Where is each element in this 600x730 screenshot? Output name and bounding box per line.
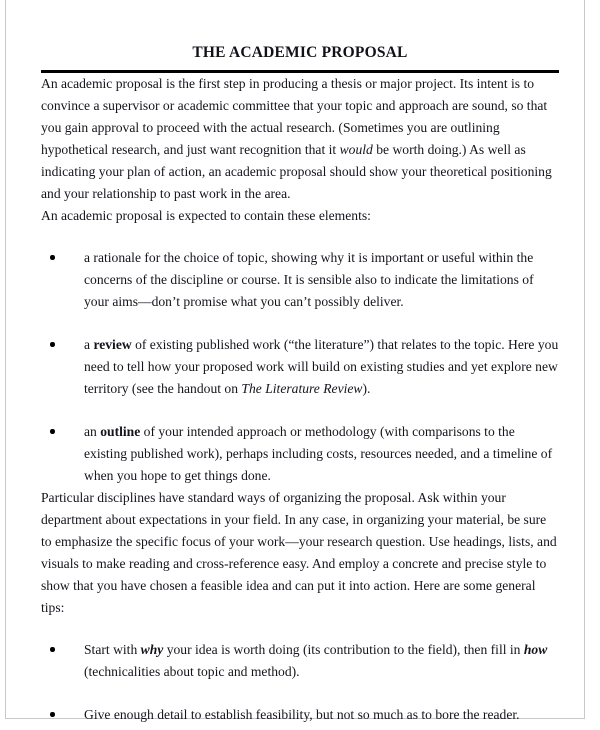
paragraph-intro — [41, 73, 559, 205]
list-item-why-emphasis: why — [140, 642, 164, 657]
list-item — [41, 247, 559, 313]
bullet-icon — [50, 712, 55, 717]
list-item — [41, 639, 559, 683]
paragraph-intro-part1: An academic proposal is the first step in producing a thesis or major project. Its intent is to convince a supervisor or academic committee that your topic and approach are sound, so that you gain approval to proceed with the actual research. (Sometimes you are outlining hypothetical research, and just want recognition that it — [41, 76, 548, 157]
paragraph-intro-emphasis: would — [339, 142, 373, 157]
document-page — [5, 0, 585, 722]
list-item-review-keyword: review — [93, 337, 132, 352]
paragraph-elements-lead: An academic proposal is expected to contain these elements: — [41, 208, 371, 223]
bullet-icon — [50, 429, 55, 434]
list-item — [41, 421, 559, 487]
list-item — [41, 704, 559, 726]
bullet-icon — [50, 255, 55, 260]
list-item-review-title: The Literature Review — [241, 381, 363, 396]
list-item — [41, 334, 559, 400]
list-item-why-how-lead: Start with — [84, 642, 141, 657]
list-item-rationale-text: a rationale for the choice of topic, showing why it is important or useful within the concerns of the discipline or course. It is sensible also to indicate the limitations of your aims—don’t promise what you can’t possibly deliver. — [84, 250, 534, 309]
bullet-icon — [50, 342, 55, 347]
list-item-review-lead: a — [84, 337, 94, 352]
paragraph-organizing: Particular disciplines have standard ways of organizing the proposal. Ask within your department about expectations in your field. In any case, in organizing your material, be sure to emphasize the specific focus of your work—your research question. Use headings, lists, and visuals to make reading and cross-reference easy. And employ a concrete and precise style to show that you have chosen a feasible idea and can put it into action. Here are some general tips: — [41, 490, 557, 615]
paragraph-intro-part2: be worth doing.) As well as indicating your plan of action, an academic proposal should show your theoretical positioning and your relationship to past work in the area. — [41, 142, 552, 201]
list-item-outline-lead: an — [84, 424, 101, 439]
list-item-how-emphasis: how — [523, 642, 548, 657]
tips-bullet-list — [41, 639, 559, 726]
list-item-review-tail: ). — [362, 381, 371, 396]
list-item-why-how-mid: your idea is worth doing (its contribution to the field), then fill in — [163, 642, 524, 657]
bullet-icon — [50, 647, 55, 652]
list-item-review-mid: of existing published work (“the literature”) that relates to the topic. Here you need to tell how your proposed work will build on existing studies and yet explore new territory (see the handout on — [84, 337, 559, 396]
list-item-detail-text: Give enough detail to establish feasibility, but not so much as to bore the reader. — [84, 707, 520, 722]
list-item-outline-keyword: outline — [100, 424, 141, 439]
page-title: THE ACADEMIC PROPOSAL — [192, 44, 408, 61]
list-item-outline-tail: of your intended approach or methodology (with comparisons to the existing published work), perhaps including costs, resources needed, and a timeline of when you hope to get things done. — [84, 424, 553, 483]
elements-bullet-list — [41, 247, 559, 487]
list-item-why-how-tail: (technicalities about topic and method). — [84, 664, 300, 679]
document-body — [41, 0, 559, 726]
